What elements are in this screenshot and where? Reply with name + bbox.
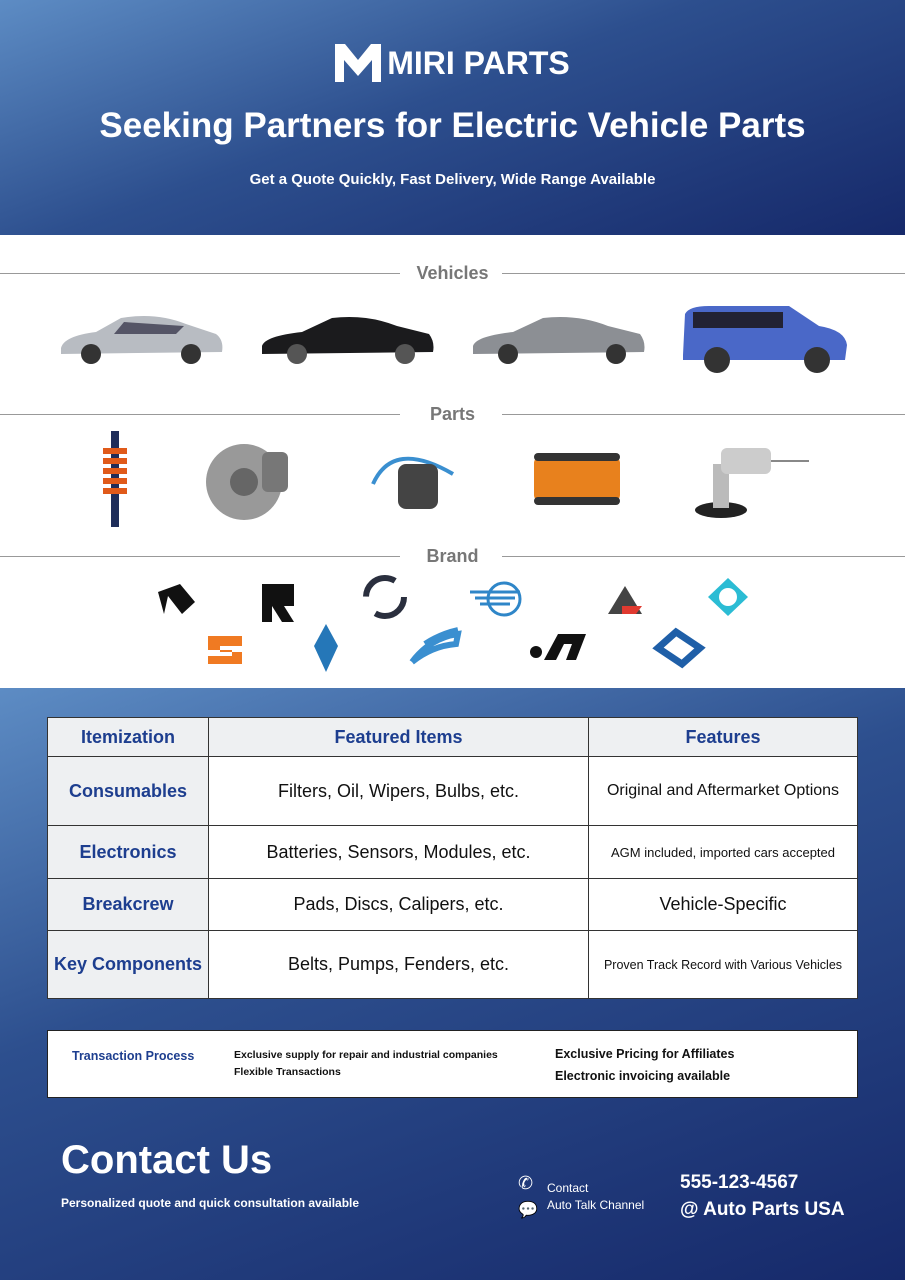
brand-logo-2 [262, 584, 294, 622]
section-brand: Brand [0, 546, 905, 566]
row-features: Original and Aftermarket Options [589, 757, 858, 826]
brand-logo-9 [412, 630, 458, 662]
header-featured-items: Featured Items [209, 718, 589, 757]
brand-logo-11 [658, 632, 700, 664]
vehicle-gallery [0, 295, 905, 380]
row-category: Consumables [48, 757, 209, 826]
brand-logo-1 [158, 584, 195, 614]
transaction-line: Flexible Transactions [234, 1066, 341, 1078]
load-sensor-image [691, 434, 811, 524]
section-parts: Parts [0, 404, 905, 424]
row-category: Key Components [48, 931, 209, 999]
transaction-line: Exclusive Pricing for Affiliates [555, 1047, 735, 1061]
brand-name: MIRI PARTS [387, 44, 570, 81]
row-features: AGM included, imported cars accepted [589, 826, 858, 879]
row-features: Vehicle-Specific [589, 879, 858, 931]
contact-title: Contact Us [61, 1138, 273, 1182]
section-vehicles: Vehicles [0, 263, 905, 283]
miri-logo-icon [335, 44, 381, 82]
talk-channel-handle[interactable]: @ Auto Parts USA [680, 1199, 845, 1220]
brand-logo-3 [366, 578, 404, 616]
transaction-line: Exclusive supply for repair and industrial companies [234, 1049, 498, 1061]
row-items: Batteries, Sensors, Modules, etc. [209, 826, 589, 879]
page-title: Seeking Partners for Electric Vehicle Parts [99, 106, 806, 145]
header-features: Features [589, 718, 858, 757]
brand-logo-7 [208, 636, 242, 664]
itemization-table [47, 717, 858, 999]
header-banner [0, 0, 905, 235]
table-row [48, 879, 858, 931]
car-grey-image [468, 308, 648, 368]
brand-logo [0, 44, 905, 82]
parts-gallery [0, 430, 905, 528]
table-header-row [48, 718, 858, 757]
table-row [48, 757, 858, 826]
row-features: Proven Track Record with Various Vehicles [589, 931, 858, 999]
fuel-pump-image [363, 434, 463, 524]
contact-label: Contact [547, 1181, 589, 1195]
row-category: Breakcrew [48, 879, 209, 931]
row-items: Filters, Oil, Wipers, Bulbs, etc. [209, 757, 589, 826]
shock-absorber-image [95, 431, 135, 527]
car-silver-image [56, 308, 226, 368]
suv-blue-image [679, 300, 849, 375]
transaction-line: Electronic invoicing available [555, 1069, 731, 1083]
transaction-label: Transaction Process [72, 1049, 195, 1063]
row-items: Belts, Pumps, Fenders, etc. [209, 931, 589, 999]
channel-label: Auto Talk Channel [547, 1198, 645, 1212]
row-items: Pads, Discs, Calipers, etc. [209, 879, 589, 931]
brand-logo-8 [314, 624, 338, 672]
car-black-image [257, 308, 437, 368]
table-row [48, 826, 858, 879]
brand-logo-10 [530, 646, 542, 658]
header-itemization: Itemization [48, 718, 209, 757]
air-filter-image [532, 449, 622, 509]
brake-disc-image [204, 434, 294, 524]
phone-icon: ✆ [518, 1173, 534, 1193]
transaction-process-box [47, 1030, 858, 1098]
row-category: Electronics [48, 826, 209, 879]
phone-number[interactable]: 555-123-4567 [680, 1172, 799, 1193]
brand-logos [140, 572, 760, 678]
page-subtitle: Get a Quote Quickly, Fast Delivery, Wide Range Available [249, 171, 656, 188]
brand-logo-4 [470, 592, 520, 604]
table-row [48, 931, 858, 999]
contact-subtitle: Personalized quote and quick consultation available [61, 1196, 360, 1210]
chat-icon: 💬 [518, 1202, 538, 1219]
